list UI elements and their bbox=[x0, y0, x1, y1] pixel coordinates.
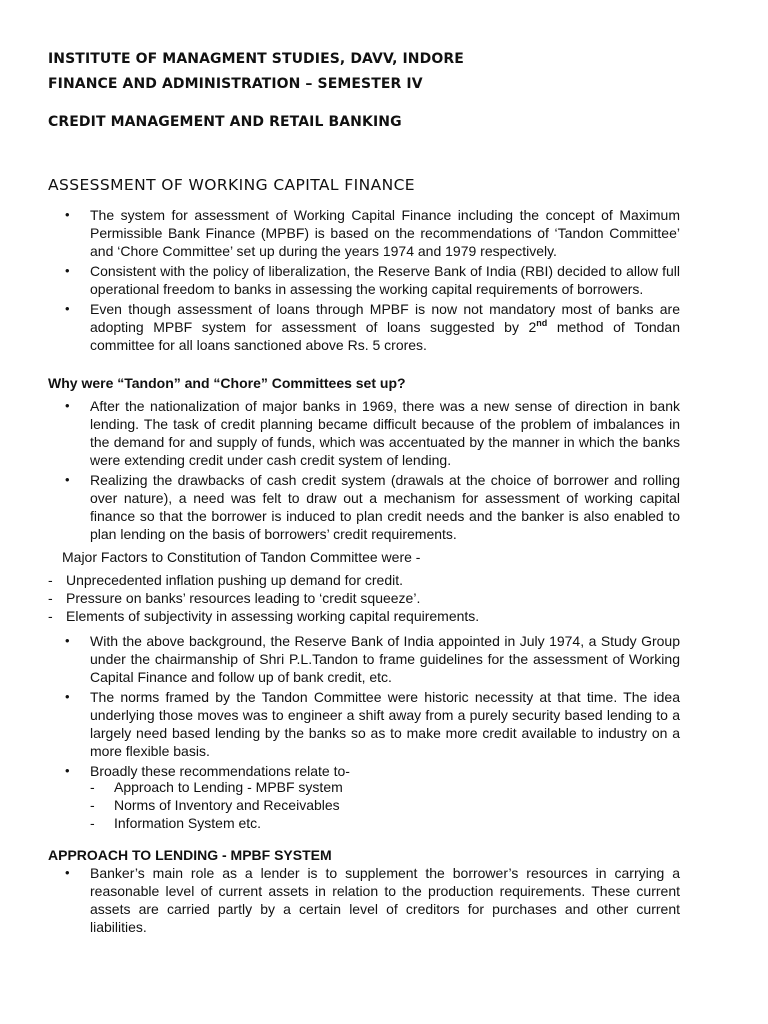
dash-icon: - bbox=[90, 797, 95, 813]
bullet-icon: • bbox=[65, 689, 70, 704]
list-item-text: The norms framed by the Tandon Committee were historic necessity at that time. The idea underlying those moves was to engineer a shift away from a purely security based lending to a largely need based lending by the banks so as to make more credit available to industry on a more flexible basis. bbox=[90, 689, 680, 759]
list-item-text: Banker’s main role as a lender is to supplement the borrower’s resources in carrying a reasonable level of current assets in relation to the production requirements. These current assets are carried partly by a certain level of creditors for purchases and other current liabilities. bbox=[90, 865, 680, 935]
bullet-icon: • bbox=[65, 398, 70, 413]
superscript-ordinal: nd bbox=[536, 318, 548, 328]
list-item bbox=[48, 864, 680, 936]
recommendations-dash-list bbox=[90, 778, 343, 832]
bullet-icon: • bbox=[65, 301, 70, 316]
dash-icon: - bbox=[48, 608, 53, 624]
list-item-text: After the nationalization of major banks in 1969, there was a new sense of direction in bank lending. The task of credit planning became difficult because of the problem of imbalances in the demand for and supply of funds, which was accentuated by the manner in which the banks were extending credit under cash credit system of lending. bbox=[90, 398, 680, 468]
committees-bullet-list bbox=[48, 397, 680, 545]
dash-icon: - bbox=[90, 815, 95, 831]
list-item-text: Norms of Inventory and Receivables bbox=[114, 797, 340, 813]
factors-intro: Major Factors to Constitution of Tandon Committee were - bbox=[62, 549, 421, 565]
dash-icon: - bbox=[48, 572, 53, 588]
list-item bbox=[48, 632, 680, 686]
list-item-text: Consistent with the policy of liberalization, the Reserve Bank of India (RBI) decided to allow full operational freedom to banks in assessing the working capital requirements of borrowers. bbox=[90, 263, 680, 297]
list-item bbox=[48, 607, 479, 625]
list-item bbox=[48, 471, 680, 543]
dash-icon: - bbox=[90, 779, 95, 795]
list-item bbox=[48, 688, 680, 760]
bullet-icon: • bbox=[65, 472, 70, 487]
list-item bbox=[48, 571, 479, 589]
list-item-text: Even though assessment of loans through MPBF is now not mandatory most of banks are adopting MPBF system for assessment of loans suggested by 2 bbox=[90, 301, 680, 335]
bullet-icon: • bbox=[65, 865, 70, 880]
list-item bbox=[48, 589, 479, 607]
list-item-text: Approach to Lending - MPBF system bbox=[114, 779, 343, 795]
bullet-icon: • bbox=[65, 633, 70, 648]
dash-icon: - bbox=[48, 590, 53, 606]
section-title-committees: Why were “Tandon” and “Chore” Committees set up? bbox=[48, 375, 406, 391]
section-title-approach: APPROACH TO LENDING - MPBF SYSTEM bbox=[48, 847, 332, 863]
list-item bbox=[48, 397, 680, 469]
list-item bbox=[90, 778, 343, 796]
list-item bbox=[90, 796, 343, 814]
list-item bbox=[48, 206, 680, 260]
section-title-assessment: ASSESSMENT OF WORKING CAPITAL FINANCE bbox=[48, 176, 415, 194]
program-title: FINANCE AND ADMINISTRATION – SEMESTER IV bbox=[48, 76, 423, 92]
assessment-bullet-list bbox=[48, 206, 680, 356]
list-item-text-cont: method of Tondan committee for all loans sanctioned above Rs. 5 crores. bbox=[90, 319, 681, 353]
list-item-text: The system for assessment of Working Capital Finance including the concept of Maximum Permissible Bank Finance (MPBF) is based on the recommendations of ‘Tandon Committee’ and ‘Chore Committee’ set up during the years 1974 and 1979 respectively. bbox=[90, 207, 680, 259]
factors-dash-list bbox=[48, 571, 479, 625]
approach-bullet-list bbox=[48, 864, 680, 938]
list-item-text: Elements of subjectivity in assessing working capital requirements. bbox=[66, 608, 480, 624]
list-item-text: With the above background, the Reserve Bank of India appointed in July 1974, a Study Group under the chairmanship of Shri P.L.Tandon to frame guidelines for the assessment of Working Capital Finance and follow up of bank credit, etc. bbox=[90, 633, 680, 685]
background-bullet-list bbox=[48, 632, 680, 782]
list-item-text: Pressure on banks’ resources leading to ‘credit squeeze’. bbox=[66, 590, 421, 606]
list-item-text: Realizing the drawbacks of cash credit system (drawals at the choice of borrower and rolling over nature), a need was felt to draw out a mechanism for assessment of working capital finance so that the borrower is induced to plan credit needs and the banker is also enabled to plan lending on the basis of borrowers’ credit requirements. bbox=[90, 472, 680, 542]
bullet-icon: • bbox=[65, 263, 70, 278]
course-title: CREDIT MANAGEMENT AND RETAIL BANKING bbox=[48, 114, 402, 130]
list-item bbox=[48, 300, 680, 354]
bullet-icon: • bbox=[65, 207, 70, 222]
list-item-text: Unprecedented inflation pushing up demand for credit. bbox=[66, 572, 403, 588]
list-item-text: Information System etc. bbox=[114, 815, 262, 831]
list-item bbox=[48, 262, 680, 298]
institute-title: INSTITUTE OF MANAGMENT STUDIES, DAVV, INDORE bbox=[48, 51, 464, 67]
list-item bbox=[90, 814, 343, 832]
list-item-text: Broadly these recommendations relate to- bbox=[90, 763, 350, 779]
bullet-icon: • bbox=[65, 763, 70, 778]
